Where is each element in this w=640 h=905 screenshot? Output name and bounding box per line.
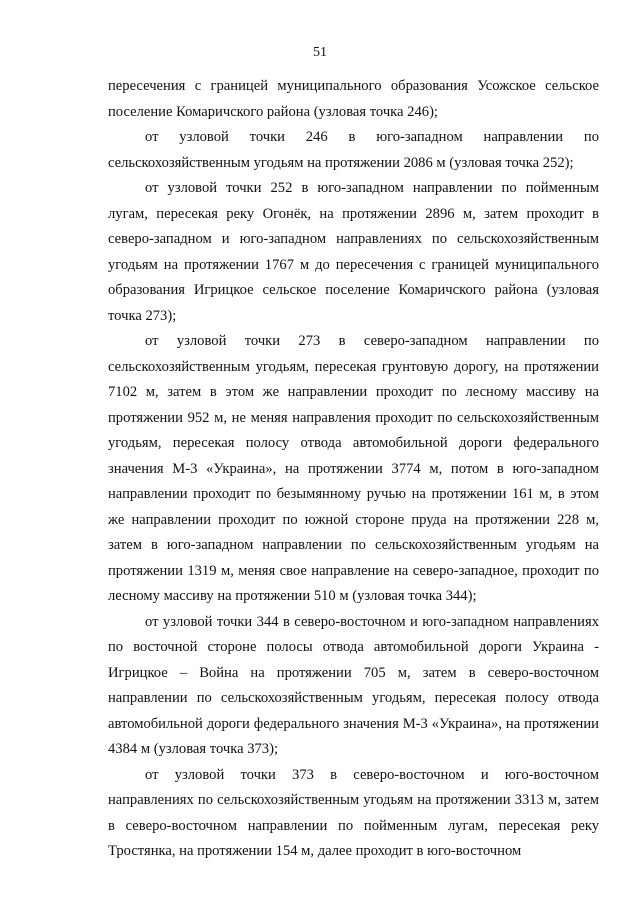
page-number: 51: [313, 45, 327, 60]
paragraph-point-373: от узловой точки 373 в северо-восточном и юго-восточном направлениях по сельскохозяйственным угодьям на протяжении 3313 м, затем в северо-восточном направлении по пойменным лугам, пересекая реку Тростянка, на протяжении 154 м, далее проходит в юго-восточном: [108, 766, 599, 859]
paragraph-continuation: пересечения с границей муниципального образования Усожское сельское поселение Комаричского района (узловая точка 246);: [108, 78, 599, 120]
document-body: [108, 74, 599, 865]
paragraph-point-273: от узловой точки 273 в северо-западном направлении по сельскохозяйственным угодьям, пересекая грунтовую дорогу, на протяжении 7102 м, затем в этом же направлении проходит по лесному массиву на протяжении 952 м, не меняя направления проходит по сельскохозяйственным угодьям, пересекая полосу отвода автомобильной дороги федерального значения М-3 «Украина», на протяжении 3774 м, потом в юго-западном направлении проходит по безымянному ручью на протяжении 161 м, в этом же направлении проходит по южной стороне пруда на протяжении 228 м, затем в юго-западном направлении по сельскохозяйственным угодьям на протяжении 1319 м, меняя свое направление на северо-западное, проходит по лесному массиву на протяжении 510 м (узловая точка 344);: [108, 333, 599, 604]
paragraph-point-252: от узловой точки 252 в юго-западном направлении по пойменным лугам, пересекая реку Огонёк, на протяжении 2896 м, затем проходит в северо-западном и юго-западном направлениях по сельскохозяйственным угодьям на протяжении 1767 м до пересечения с границей муниципального образования Игрицкое сельское поселение Комаричского района (узловая точка 273);: [108, 180, 599, 324]
paragraph-point-246: от узловой точки 246 в юго-западном направлении по сельскохозяйственным угодьям на протяжении 2086 м (узловая точка 252);: [108, 129, 599, 171]
paragraph-point-344: от узловой точки 344 в северо-восточном и юго-западном направлениях по восточной стороне полосы отвода автомобильной дороги Украина - Игрицкое – Война на протяжении 705 м, затем в северо-восточном направлении по сельскохозяйственным угодьям, пересекая полосу отвода автомобильной дороги федерального значения М-3 «Украина», на протяжении 4384 м (узловая точка 373);: [108, 613, 599, 757]
